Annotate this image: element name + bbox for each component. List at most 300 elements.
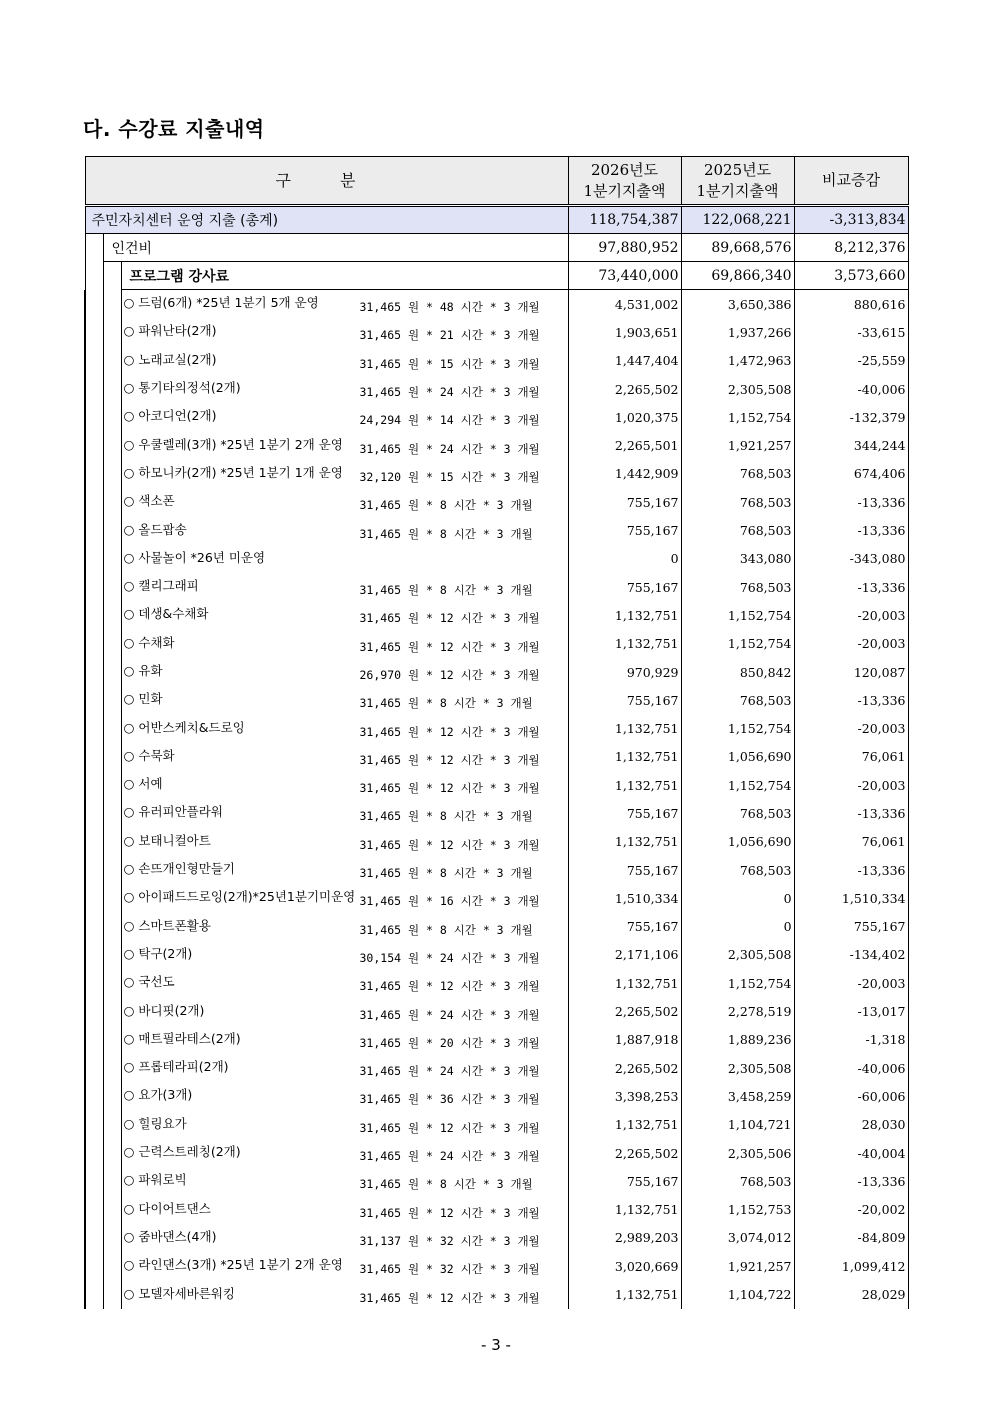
item-name: ○ 수채화: [123, 634, 175, 650]
program-label: 프로그램 강사료: [121, 262, 568, 290]
item-description: [121, 431, 568, 459]
indent-cell: [103, 799, 121, 827]
indent-cell: [85, 714, 103, 742]
indent-cell: [85, 884, 103, 912]
item-description: [121, 403, 568, 431]
table-row: [85, 913, 908, 941]
item-calc: 31,465 원 * 8 시간 * 3 개월: [359, 526, 533, 541]
indent-cell: [85, 601, 103, 629]
item-diff: -20,003: [794, 771, 908, 799]
indent-cell: [85, 1280, 103, 1308]
item-diff: 76,061: [794, 828, 908, 856]
item-2026: 4,531,002: [568, 290, 681, 319]
item-diff: -20,002: [794, 1196, 908, 1224]
header-2025: [681, 157, 794, 206]
item-diff: -20,003: [794, 969, 908, 997]
item-description: [121, 1054, 568, 1082]
table-row: [85, 601, 908, 629]
indent-cell: [103, 516, 121, 544]
item-name: ○ 국선도: [123, 974, 175, 990]
item-2025: 1,152,754: [681, 601, 794, 629]
item-2025: 1,889,236: [681, 1026, 794, 1054]
item-calc: 31,465 원 * 12 시간 * 3 개월: [359, 1120, 540, 1135]
item-name: ○ 근력스트레칭(2개): [123, 1144, 241, 1160]
item-name: ○ 다이어트댄스: [123, 1200, 211, 1216]
personnel-diff: 8,212,376: [794, 234, 908, 262]
item-name: ○ 줌바댄스(4개): [123, 1228, 217, 1244]
item-description: [121, 290, 568, 319]
indent-cell: [85, 1111, 103, 1139]
item-diff: 880,616: [794, 290, 908, 319]
indent-cell: [85, 1167, 103, 1195]
item-description: [121, 1139, 568, 1167]
item-diff: -20,003: [794, 714, 908, 742]
item-2026: 0: [568, 545, 681, 573]
item-2026: 2,171,106: [568, 941, 681, 969]
item-diff: -40,006: [794, 1054, 908, 1082]
item-calc: 31,465 원 * 24 시간 * 3 개월: [359, 441, 540, 456]
item-calc: 24,294 원 * 14 시간 * 3 개월: [359, 413, 540, 428]
item-2026: 1,887,918: [568, 1026, 681, 1054]
item-2025: 1,152,754: [681, 714, 794, 742]
item-2025: 1,921,257: [681, 1252, 794, 1280]
item-calc: 31,465 원 * 12 시간 * 3 개월: [359, 1290, 540, 1305]
indent-cell: [85, 743, 103, 771]
item-2026: 1,132,751: [568, 601, 681, 629]
indent-cell: [103, 941, 121, 969]
item-description: [121, 1111, 568, 1139]
item-2025: 1,937,266: [681, 318, 794, 346]
item-name: ○ 통기타의정석(2개): [123, 380, 241, 396]
item-2026: 2,989,203: [568, 1224, 681, 1252]
item-diff: -13,336: [794, 573, 908, 601]
item-description: [121, 743, 568, 771]
item-2025: 2,278,519: [681, 997, 794, 1025]
expense-table: [84, 156, 909, 1309]
item-name: ○ 데생&수채화: [123, 606, 209, 622]
item-2026: 755,167: [568, 913, 681, 941]
item-name: ○ 요가(3개): [123, 1087, 193, 1103]
indent-cell: [103, 828, 121, 856]
indent-cell: [103, 318, 121, 346]
item-diff: 1,099,412: [794, 1252, 908, 1280]
item-name: ○ 드럼(6개) *25년 1분기 5개 운영: [123, 295, 319, 311]
item-diff: -13,336: [794, 488, 908, 516]
item-diff: -134,402: [794, 941, 908, 969]
program-2026: 73,440,000: [568, 262, 681, 290]
personnel-row: [85, 234, 908, 262]
item-name: ○ 수묵화: [123, 747, 175, 763]
item-description: [121, 771, 568, 799]
section-title: 다. 수강료 지출내역: [83, 117, 265, 141]
item-2025: 1,152,754: [681, 969, 794, 997]
item-2025: 1,921,257: [681, 431, 794, 459]
indent-cell: [103, 1111, 121, 1139]
item-calc: 31,465 원 * 12 시간 * 3 개월: [359, 1205, 540, 1220]
item-diff: -13,336: [794, 516, 908, 544]
table-row: [85, 1082, 908, 1110]
indent-cell: [85, 1026, 103, 1054]
item-name: ○ 노래교실(2개): [123, 351, 217, 367]
page-number: - 3 -: [481, 1336, 511, 1354]
header-diff: 비교증감: [794, 157, 908, 206]
item-name: ○ 하모니카(2개) *25년 1분기 1개 운영: [123, 464, 343, 480]
table-row: [85, 1026, 908, 1054]
item-2025: 1,056,690: [681, 828, 794, 856]
item-description: [121, 318, 568, 346]
table-row: [85, 1280, 908, 1308]
indent-cell: [85, 290, 103, 319]
item-name: ○ 캘리그래피: [123, 578, 199, 594]
indent-cell: [103, 1167, 121, 1195]
item-diff: -20,003: [794, 630, 908, 658]
item-2026: 1,132,751: [568, 1111, 681, 1139]
table-row: [85, 828, 908, 856]
indent-cell: [103, 573, 121, 601]
item-2026: 2,265,502: [568, 375, 681, 403]
indent-cell: [103, 375, 121, 403]
table-row: [85, 318, 908, 346]
indent-cell: [85, 488, 103, 516]
item-description: [121, 997, 568, 1025]
table-row: [85, 1167, 908, 1195]
item-name: ○ 아이패드드로잉(2개)*25년1분기미운영: [123, 889, 356, 905]
item-2025: 343,080: [681, 545, 794, 573]
total-diff: -3,313,834: [794, 206, 908, 234]
table-row: [85, 1224, 908, 1252]
item-2026: 755,167: [568, 1167, 681, 1195]
table-row: [85, 969, 908, 997]
item-2026: 755,167: [568, 799, 681, 827]
total-row: [85, 206, 908, 234]
item-calc: 31,465 원 * 16 시간 * 3 개월: [359, 894, 540, 909]
item-calc: 31,465 원 * 8 시간 * 3 개월: [359, 809, 533, 824]
item-2025: 850,842: [681, 658, 794, 686]
indent-cell: [103, 913, 121, 941]
table-row: [85, 1196, 908, 1224]
indent-cell: [85, 856, 103, 884]
item-2025: 768,503: [681, 516, 794, 544]
header-2026: [568, 157, 681, 206]
item-calc: 31,465 원 * 8 시간 * 3 개월: [359, 866, 533, 881]
item-2025: 2,305,508: [681, 941, 794, 969]
indent-cell: [85, 234, 103, 262]
item-description: [121, 516, 568, 544]
indent-cell: [103, 262, 121, 290]
item-calc: 31,465 원 * 8 시간 * 3 개월: [359, 696, 533, 711]
item-diff: -84,809: [794, 1224, 908, 1252]
indent-cell: [103, 658, 121, 686]
item-description: [121, 545, 568, 573]
item-description: [121, 460, 568, 488]
item-name: ○ 모델자세바른워킹: [123, 1285, 235, 1301]
table-row: [85, 884, 908, 912]
item-diff: -40,006: [794, 375, 908, 403]
item-description: [121, 1280, 568, 1308]
table-row: [85, 997, 908, 1025]
item-2026: 1,132,751: [568, 630, 681, 658]
table-row: [85, 460, 908, 488]
item-2026: 2,265,502: [568, 1139, 681, 1167]
indent-cell: [85, 630, 103, 658]
personnel-label: 인건비: [103, 234, 568, 262]
item-calc: 31,465 원 * 32 시간 * 3 개월: [359, 1262, 540, 1277]
item-name: ○ 파워난타(2개): [123, 323, 217, 339]
item-description: [121, 488, 568, 516]
indent-cell: [85, 1054, 103, 1082]
item-name: ○ 라인댄스(3개) *25년 1분기 2개 운영: [123, 1257, 343, 1273]
item-name: ○ 우쿨렐레(3개) *25년 1분기 2개 운영: [123, 436, 343, 452]
item-calc: 31,465 원 * 24 시간 * 3 개월: [359, 1064, 540, 1079]
indent-cell: [103, 431, 121, 459]
personnel-2026: 97,880,952: [568, 234, 681, 262]
item-calc: 31,465 원 * 8 시간 * 3 개월: [359, 922, 533, 937]
indent-cell: [85, 686, 103, 714]
indent-cell: [85, 573, 103, 601]
item-diff: -25,559: [794, 347, 908, 375]
item-calc: 31,465 원 * 20 시간 * 3 개월: [359, 1035, 540, 1050]
item-name: ○ 힐링요가: [123, 1115, 187, 1131]
indent-cell: [85, 262, 103, 290]
table-row: [85, 347, 908, 375]
indent-cell: [85, 516, 103, 544]
item-description: [121, 1082, 568, 1110]
item-calc: 31,465 원 * 36 시간 * 3 개월: [359, 1092, 540, 1107]
table-row: [85, 403, 908, 431]
table-header-row: [85, 157, 908, 206]
item-name: ○ 서예: [123, 776, 163, 792]
indent-cell: [103, 545, 121, 573]
item-diff: -13,336: [794, 686, 908, 714]
item-diff: -343,080: [794, 545, 908, 573]
item-name: ○ 어반스케치&드로잉: [123, 719, 245, 735]
item-2026: 1,132,751: [568, 1196, 681, 1224]
item-2025: 1,056,690: [681, 743, 794, 771]
table-row: [85, 375, 908, 403]
item-calc: 31,465 원 * 48 시간 * 3 개월: [359, 300, 540, 315]
item-description: [121, 828, 568, 856]
item-description: [121, 686, 568, 714]
indent-cell: [85, 1082, 103, 1110]
item-description: [121, 1252, 568, 1280]
indent-cell: [103, 1139, 121, 1167]
indent-cell: [85, 799, 103, 827]
indent-cell: [103, 630, 121, 658]
table-row: [85, 516, 908, 544]
item-diff: 76,061: [794, 743, 908, 771]
item-name: ○ 매트필라테스(2개): [123, 1030, 241, 1046]
item-2025: 1,104,722: [681, 1280, 794, 1308]
indent-cell: [85, 460, 103, 488]
item-2026: 2,265,502: [568, 997, 681, 1025]
item-calc: 31,465 원 * 12 시간 * 3 개월: [359, 979, 540, 994]
table-row: [85, 743, 908, 771]
item-2025: 768,503: [681, 856, 794, 884]
item-2025: 768,503: [681, 686, 794, 714]
indent-cell: [103, 714, 121, 742]
item-2026: 2,265,502: [568, 1054, 681, 1082]
item-2025: 768,503: [681, 1167, 794, 1195]
item-calc: 26,970 원 * 12 시간 * 3 개월: [359, 668, 540, 682]
item-2025: 768,503: [681, 460, 794, 488]
item-2026: 1,442,909: [568, 460, 681, 488]
item-description: [121, 799, 568, 827]
item-description: [121, 630, 568, 658]
item-calc: 31,465 원 * 8 시간 * 3 개월: [359, 498, 533, 513]
item-2026: 755,167: [568, 686, 681, 714]
table-row: [85, 1252, 908, 1280]
item-2025: 2,305,506: [681, 1139, 794, 1167]
item-2025: 768,503: [681, 573, 794, 601]
item-name: ○ 프롭테라피(2개): [123, 1059, 229, 1075]
item-2026: 755,167: [568, 573, 681, 601]
header-2025-label: 1분기지출액: [696, 181, 779, 200]
item-2025: 0: [681, 884, 794, 912]
table-row: [85, 658, 908, 686]
item-2025: 3,074,012: [681, 1224, 794, 1252]
item-description: [121, 913, 568, 941]
item-2026: 1,132,751: [568, 828, 681, 856]
indent-cell: [85, 913, 103, 941]
item-calc: 31,465 원 * 12 시간 * 3 개월: [359, 724, 540, 739]
indent-cell: [85, 658, 103, 686]
item-2026: 1,132,751: [568, 714, 681, 742]
item-2025: 768,503: [681, 799, 794, 827]
indent-cell: [103, 1280, 121, 1308]
item-diff: -20,003: [794, 601, 908, 629]
item-diff: -40,004: [794, 1139, 908, 1167]
item-calc: 31,465 원 * 24 시간 * 3 개월: [359, 385, 540, 400]
item-name: ○ 바디핏(2개): [123, 1002, 205, 1018]
item-calc: 31,465 원 * 24 시간 * 3 개월: [359, 1007, 540, 1022]
item-name: ○ 탁구(2개): [123, 945, 193, 961]
table-row: [85, 799, 908, 827]
indent-cell: [103, 1196, 121, 1224]
header-2026-label: 1분기지출액: [583, 181, 666, 200]
table-row: [85, 941, 908, 969]
item-2026: 1,132,751: [568, 771, 681, 799]
item-name: ○ 파워로빅: [123, 1172, 187, 1188]
item-2026: 1,020,375: [568, 403, 681, 431]
indent-cell: [103, 460, 121, 488]
item-description: [121, 884, 568, 912]
item-name: ○ 유화: [123, 663, 163, 678]
indent-cell: [103, 488, 121, 516]
item-diff: -132,379: [794, 403, 908, 431]
item-description: [121, 658, 568, 686]
item-name: ○ 스마트폰활용: [123, 917, 211, 933]
indent-cell: [103, 347, 121, 375]
header-2026-year: 2026년도: [590, 160, 659, 179]
item-2025: 1,472,963: [681, 347, 794, 375]
table-row: [85, 630, 908, 658]
item-2026: 755,167: [568, 856, 681, 884]
item-2026: 755,167: [568, 516, 681, 544]
indent-cell: [85, 1139, 103, 1167]
item-description: [121, 347, 568, 375]
table-row: [85, 573, 908, 601]
table-row: [85, 1111, 908, 1139]
item-diff: 674,406: [794, 460, 908, 488]
indent-cell: [85, 347, 103, 375]
program-diff: 3,573,660: [794, 262, 908, 290]
item-name: ○ 손뜨개인형만들기: [123, 861, 235, 877]
item-calc: 30,154 원 * 24 시간 * 3 개월: [359, 950, 540, 965]
indent-cell: [85, 1224, 103, 1252]
item-calc: 31,137 원 * 32 시간 * 3 개월: [359, 1233, 540, 1248]
item-diff: -13,017: [794, 997, 908, 1025]
indent-cell: [103, 1252, 121, 1280]
item-2025: 2,305,508: [681, 1054, 794, 1082]
item-2025: 2,305,508: [681, 375, 794, 403]
item-calc: 31,465 원 * 12 시간 * 3 개월: [359, 639, 540, 654]
indent-cell: [85, 941, 103, 969]
item-diff: -33,615: [794, 318, 908, 346]
total-2026: 118,754,387: [568, 206, 681, 234]
item-calc: 32,120 원 * 15 시간 * 3 개월: [359, 469, 540, 484]
indent-cell: [85, 431, 103, 459]
indent-cell: [103, 1224, 121, 1252]
item-2025: 1,152,754: [681, 630, 794, 658]
item-calc: 31,465 원 * 8 시간 * 3 개월: [359, 1177, 533, 1192]
item-diff: 28,030: [794, 1111, 908, 1139]
item-2025: 3,650,386: [681, 290, 794, 319]
item-description: [121, 969, 568, 997]
indent-cell: [85, 771, 103, 799]
item-description: [121, 1167, 568, 1195]
personnel-2025: 89,668,576: [681, 234, 794, 262]
item-description: [121, 1026, 568, 1054]
program-row: [85, 262, 908, 290]
table-row: [85, 686, 908, 714]
indent-cell: [85, 969, 103, 997]
item-calc: 31,465 원 * 12 시간 * 3 개월: [359, 781, 540, 796]
indent-cell: [103, 1026, 121, 1054]
header-2025-year: 2025년도: [703, 160, 772, 179]
indent-cell: [85, 403, 103, 431]
item-description: [121, 573, 568, 601]
item-diff: -13,336: [794, 1167, 908, 1195]
table-row: [85, 290, 908, 319]
item-calc: 31,465 원 * 15 시간 * 3 개월: [359, 356, 540, 371]
indent-cell: [103, 403, 121, 431]
item-name: ○ 색소폰: [123, 493, 175, 509]
item-2025: 1,152,753: [681, 1196, 794, 1224]
item-2026: 2,265,501: [568, 431, 681, 459]
item-diff: 120,087: [794, 658, 908, 686]
item-description: [121, 1196, 568, 1224]
table-row: [85, 431, 908, 459]
item-name: ○ 사물놀이 *26년 미운영: [123, 550, 266, 566]
item-calc: 31,465 원 * 12 시간 * 3 개월: [359, 837, 540, 852]
item-calc: 31,465 원 * 21 시간 * 3 개월: [359, 328, 540, 343]
indent-cell: [103, 969, 121, 997]
item-diff: -1,318: [794, 1026, 908, 1054]
item-diff: 1,510,334: [794, 884, 908, 912]
item-2025: 1,152,754: [681, 771, 794, 799]
item-name: ○ 유러피안플라워: [123, 804, 223, 820]
item-2026: 970,929: [568, 658, 681, 686]
indent-cell: [103, 771, 121, 799]
item-diff: -13,336: [794, 799, 908, 827]
header-gubun: 구 분: [85, 157, 568, 206]
item-name: ○ 민화: [123, 691, 163, 707]
total-2025: 122,068,221: [681, 206, 794, 234]
item-calc: 31,465 원 * 24 시간 * 3 개월: [359, 1149, 540, 1164]
item-2026: 1,132,751: [568, 1280, 681, 1308]
table-row: [85, 545, 908, 573]
indent-cell: [103, 1082, 121, 1110]
